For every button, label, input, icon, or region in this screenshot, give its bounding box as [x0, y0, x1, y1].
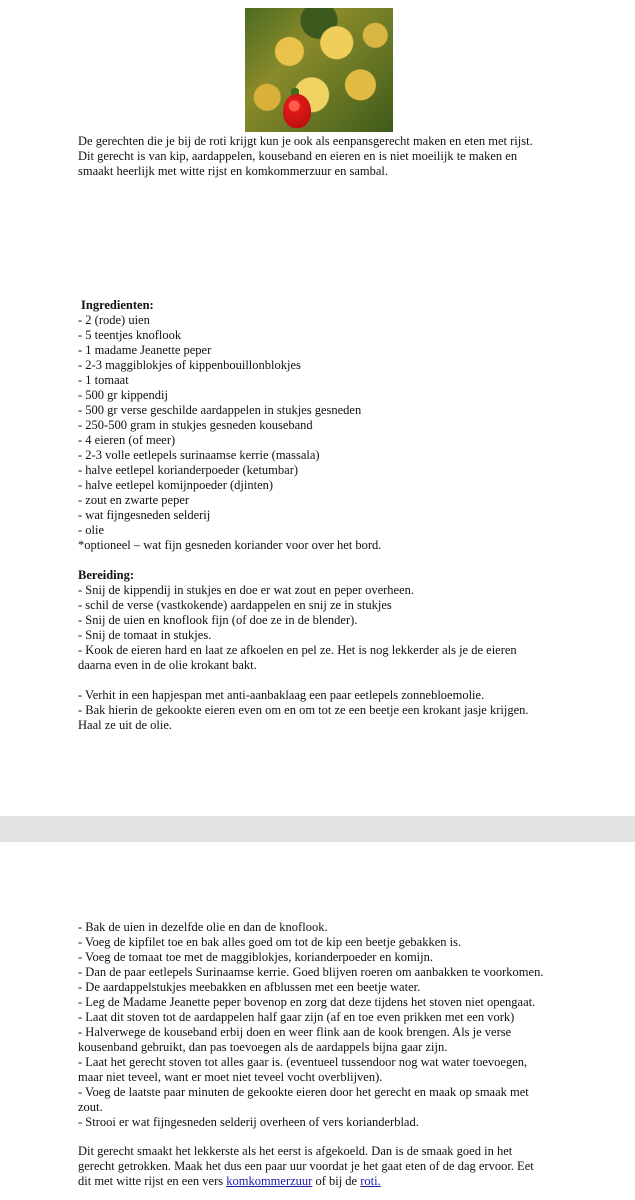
ingredients-heading: Ingredienten: — [81, 298, 154, 312]
preparation-steps-part2 — [78, 920, 598, 1130]
ingredient-item: - 5 teentjes knoflook — [78, 328, 182, 342]
preparation-step-line: daarna even in de olie krokant bakt. — [78, 658, 257, 672]
preparation-step-line: - Snij de uien en knoflook fijn (of doe ze in de blender). — [78, 613, 358, 627]
ingredient-item: - halve eetlepel komijnpoeder (djinten) — [78, 478, 274, 492]
roti-link[interactable]: roti. — [360, 1174, 381, 1188]
document-page-2 — [0, 842, 635, 1200]
preparation-section — [78, 568, 598, 733]
intro-line: Dit gerecht is van kip, aardappelen, kouseband en eieren en is niet moeilijk te maken en — [78, 149, 518, 163]
preparation-step-line: - Voeg de tomaat toe met de maggiblokjes, korianderpoeder en komijn. — [78, 950, 433, 964]
ingredient-item: - 2-3 maggiblokjes of kippenbouillonblokjes — [78, 358, 301, 372]
ingredient-item: - 1 tomaat — [78, 373, 129, 387]
preparation-step-line: Haal ze uit de olie. — [78, 718, 173, 732]
preparation-step-line: - Halverwege de kouseband erbij doen en weer flink aan de kook brengen. Als je verse — [78, 1025, 512, 1039]
preparation-step-line: - Dan de paar eetlepels Surinaamse kerrie. Goed blijven roeren om aanbakken te voorkomen. — [78, 965, 544, 979]
preparation-step-line: - Kook de eieren hard en laat ze afkoelen en pel ze. Het is nog lekkerder als je de eieren — [78, 643, 517, 657]
preparation-step-line: - Voeg de kipfilet toe en bak alles goed om tot de kip een beetje gebakken is. — [78, 935, 462, 949]
ingredient-item: - 4 eieren (of meer) — [78, 433, 176, 447]
preparation-heading: Bereiding: — [78, 568, 135, 582]
ingredient-item: - halve eetlepel korianderpoeder (ketumbar) — [78, 463, 299, 477]
intro-paragraph — [78, 134, 598, 179]
intro-line: De gerechten die je bij de roti krijgt kun je ook als eenpansgerecht maken en eten met rijst. — [78, 134, 533, 148]
preparation-step-line: - Laat het gerecht stoven tot alles gaar is. (eventueel tussendoor nog wat water toevoegen, — [78, 1055, 528, 1069]
ingredient-item: *optioneel – wat fijn gesneden koriander voor over het bord. — [78, 538, 382, 552]
closing-line: gerecht getrokken. Maak het dus een paar uur voordat je het gaat eten of de dag ervoor. Eet — [78, 1159, 534, 1173]
preparation-step-line: - Voeg de laatste paar minuten de gekookte eieren door het gerecht en maak op smaak met — [78, 1085, 529, 1099]
ingredient-item: - 500 gr kippendij — [78, 388, 168, 402]
red-pepper — [283, 94, 311, 128]
ingredient-item: - 1 madame Jeanette peper — [78, 343, 212, 357]
ingredient-item: - 250-500 gram in stukjes gesneden kouseband — [78, 418, 313, 432]
preparation-step-line: - Bak de uien in dezelfde olie en dan de knoflook. — [78, 920, 328, 934]
preparation-step-line: - schil de verse (vastkokende) aardappelen en snij ze in stukjes — [78, 598, 392, 612]
preparation-step-line: kousenband gebruikt, dan pas toevoegen als de aardappels bijna gaar zijn. — [78, 1040, 448, 1054]
preparation-step-line: - Verhit in een hapjespan met anti-aanbaklaag een paar eetlepels zonnebloemolie. — [78, 688, 485, 702]
ingredient-item: - 500 gr verse geschilde aardappelen in stukjes gesneden — [78, 403, 362, 417]
closing-line-last — [78, 1174, 598, 1189]
preparation-step-line: - Bak hierin de gekookte eieren even om en om tot ze een beetje een krokant jasje krijgen. — [78, 703, 529, 717]
dish-photo — [245, 8, 393, 132]
closing-paragraph — [78, 1144, 598, 1189]
preparation-step-line: - Snij de kippendij in stukjes en doe er wat zout en peper overheen. — [78, 583, 415, 597]
closing-text: dit met witte rijst en een vers — [78, 1174, 227, 1188]
preparation-step-line: - Leg de Madame Jeanette peper bovenop en zorg dat deze tijdens het stoven niet opengaat. — [78, 995, 536, 1009]
preparation-step-line: - Strooi er wat fijngesneden selderij overheen of vers korianderblad. — [78, 1115, 419, 1129]
komkommerzuur-link[interactable]: komkommerzuur — [226, 1174, 313, 1188]
preparation-step-line — [78, 673, 598, 688]
preparation-step-line: - De aardappelstukjes meebakken en afblussen met een beetje water. — [78, 980, 421, 994]
ingredient-item: - 2 (rode) uien — [78, 313, 150, 327]
preparation-steps-part1 — [78, 583, 598, 733]
closing-line: Dit gerecht smaakt het lekkerste als het eerst is afgekoeld. Dan is de smaak goed in het — [78, 1144, 513, 1158]
preparation-step-line: zout. — [78, 1100, 103, 1114]
ingredient-item: - wat fijngesneden selderij — [78, 508, 211, 522]
closing-text: of bij de — [312, 1174, 361, 1188]
ingredients-section — [78, 298, 598, 553]
preparation-step-line: - Laat dit stoven tot de aardappelen half gaar zijn (af en toe even prikken met een vork) — [78, 1010, 515, 1024]
intro-line: smaakt heerlijk met witte rijst en komkommerzuur en sambal. — [78, 164, 388, 178]
ingredient-item: - 2-3 volle eetlepels surinaamse kerrie (massala) — [78, 448, 320, 462]
preparation-step-line: - Snij de tomaat in stukjes. — [78, 628, 212, 642]
preparation-step-line: maar niet teveel, want er moet niet teveel vocht overblijven). — [78, 1070, 383, 1084]
ingredient-item: - olie — [78, 523, 105, 537]
ingredient-list — [78, 313, 598, 553]
ingredient-item: - zout en zwarte peper — [78, 493, 190, 507]
